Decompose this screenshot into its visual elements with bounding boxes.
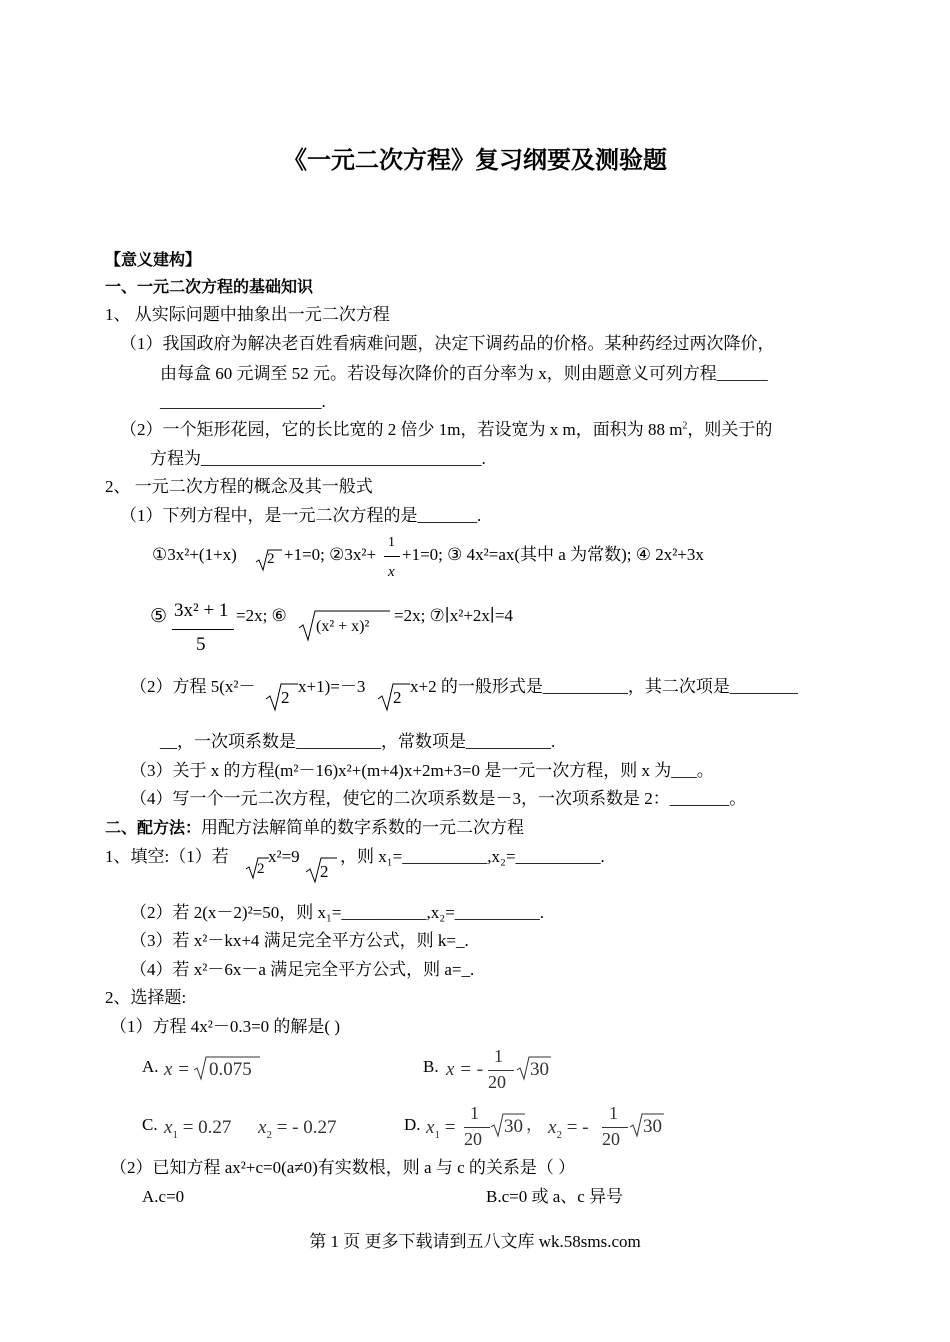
option-d-root1-lhs: $x_1$ =	[426, 1117, 456, 1141]
fraction-denominator: x	[388, 564, 395, 580]
equation-2-part-c: =2x; ⑦∣x²+2x∣=4	[394, 606, 513, 625]
option-b-lhs: x = -	[446, 1059, 484, 1080]
fill-1-part-b: x²=9	[268, 847, 300, 866]
sqrt-radicand: 2	[393, 688, 402, 707]
option-d-label: D.	[404, 1115, 421, 1134]
sqrt-radicand: (x² + x)²	[316, 618, 370, 635]
page-title: 《一元二次方程》复习纲要及测验题	[283, 146, 667, 174]
sqrt-radicand: 2	[267, 551, 275, 567]
fraction-bar	[384, 556, 400, 557]
option-a-radicand: 0.075	[209, 1059, 252, 1080]
question-4-part-a: （2）方程 5(x²－	[130, 677, 256, 696]
option-c-label: C.	[142, 1115, 158, 1134]
fraction-denominator: 5	[196, 634, 206, 655]
option-c-root1: $x_1 = 0.27$	[164, 1117, 232, 1141]
fraction-numerator: 1	[494, 1046, 503, 1066]
question-5: （3）关于 x 的方程(m²－16)x²+(m+4)x+2m+3=0 是一元一次方程，则 x 为___。	[130, 761, 714, 780]
option-b-label: B.	[423, 1057, 439, 1076]
option-d-comma: ，	[526, 1115, 543, 1134]
question-3: （1）下列方程中，是一元二次方程的是_______.	[120, 506, 482, 525]
fraction-numerator: 1	[609, 1103, 618, 1123]
sqrt-radicand: 2	[257, 861, 265, 877]
section-tag: 【意义建构】	[105, 250, 202, 269]
fill-4: （4）若 x²－6x－a 满足完全平方公式，则 a=_.	[130, 960, 475, 979]
fill-3: （3）若 x²－kx+4 满足完全平方公式，则 k=_.	[130, 931, 469, 950]
fill-2: （2）若 2(x－2)²=50，则 x₁=__________,x₂=__________.	[130, 903, 545, 922]
fraction-bar	[602, 1127, 628, 1128]
equation-1-part-c: +1=0; ③ 4x²=ax(其中 a 为常数); ④ 2x²+3x	[402, 545, 704, 564]
sqrt-radicand: 2	[320, 862, 329, 881]
sqrt-radicand: 2	[281, 688, 290, 707]
item2-heading: 2、 一元二次方程的概念及其一般式	[105, 477, 373, 496]
option-a-lhs: x =	[164, 1059, 191, 1080]
fraction-numerator: 1	[388, 535, 395, 550]
option-d-root2-lhs: $x_2$ = -	[548, 1117, 589, 1141]
option-c-root2: $x_2$ = - 0.27	[258, 1117, 337, 1141]
fraction-numerator: 3x² + 1	[174, 600, 229, 621]
choice-1: （1）方程 4x²－0.3=0 的解是( )	[110, 1017, 341, 1036]
equation-2-part-b: =2x; ⑥	[236, 606, 287, 625]
option-d-radicand-2: 30	[643, 1116, 662, 1137]
fill-1-part-c: ，则 x₁=__________,x₂=__________.	[340, 847, 605, 866]
page-footer: 第 1 页 更多下载请到五八文库 wk.58sms.com	[309, 1232, 641, 1251]
question-2-line2: 方程为_________________________________.	[150, 449, 486, 468]
part1-heading: 一、一元二次方程的基础知识	[105, 277, 314, 296]
choice-2-option-a: A.c=0	[142, 1187, 185, 1206]
equation-1-part-b: +1=0; ②3x²+	[284, 545, 377, 564]
fill-1-part-a: 1、填空:（1）若	[105, 847, 229, 866]
choice-2-option-b: B.c=0 或 a、c 异号	[486, 1187, 624, 1206]
fraction-numerator: 1	[470, 1103, 479, 1123]
question-4-part-b: x+1)=－3	[298, 677, 366, 696]
equation-2-part-a: ⑤	[150, 606, 168, 627]
fraction-denominator: 20	[464, 1129, 482, 1149]
question-4-part-c: x+2 的一般形式是__________，其二次项是________	[410, 677, 798, 696]
question-6: （4）写一个一元二次方程，使它的二次项系数是－3，一次项系数是 2：_______。	[130, 789, 747, 808]
choice-heading: 2、选择题:	[105, 988, 187, 1007]
question-1-line2: 由每盒 60 元调至 52 元。若设每次降价的百分率为 x，则由题意义可列方程______	[160, 364, 768, 383]
item1-heading: 1、 从实际问题中抽象出一元二次方程	[105, 305, 390, 324]
question-4-line2: __，一次项系数是__________，常数项是__________.	[160, 732, 556, 751]
question-1-line3: ___________________.	[160, 392, 326, 411]
choice-2: （2）已知方程 ax²+c=0(a≠0)有实数根，则 a 与 c 的关系是（ ）	[110, 1158, 576, 1177]
fraction-bar	[172, 629, 234, 630]
option-a-label: A.	[142, 1057, 159, 1076]
fraction-bar	[464, 1127, 490, 1128]
equation-1-part-a: ①3x²+(1+x)	[152, 545, 237, 564]
question-1-line1: （1）我国政府为解决老百姓看病难问题，决定下调药品的价格。某种药经过两次降价，	[120, 334, 775, 353]
option-d-radicand-1: 30	[504, 1116, 523, 1137]
fraction-denominator: 20	[602, 1129, 620, 1149]
option-b-radicand: 30	[530, 1059, 549, 1080]
question-2-line1: （2）一个矩形花园，它的长比宽的 2 倍少 1m，若设宽为 x m，面积为 88 $m^2$，则关于的	[120, 420, 773, 439]
fraction-denominator: 20	[488, 1072, 506, 1092]
fraction-bar	[488, 1070, 514, 1071]
part2-heading: 二、配方法：用配方法解简单的数字系数的一元二次方程	[105, 818, 525, 837]
